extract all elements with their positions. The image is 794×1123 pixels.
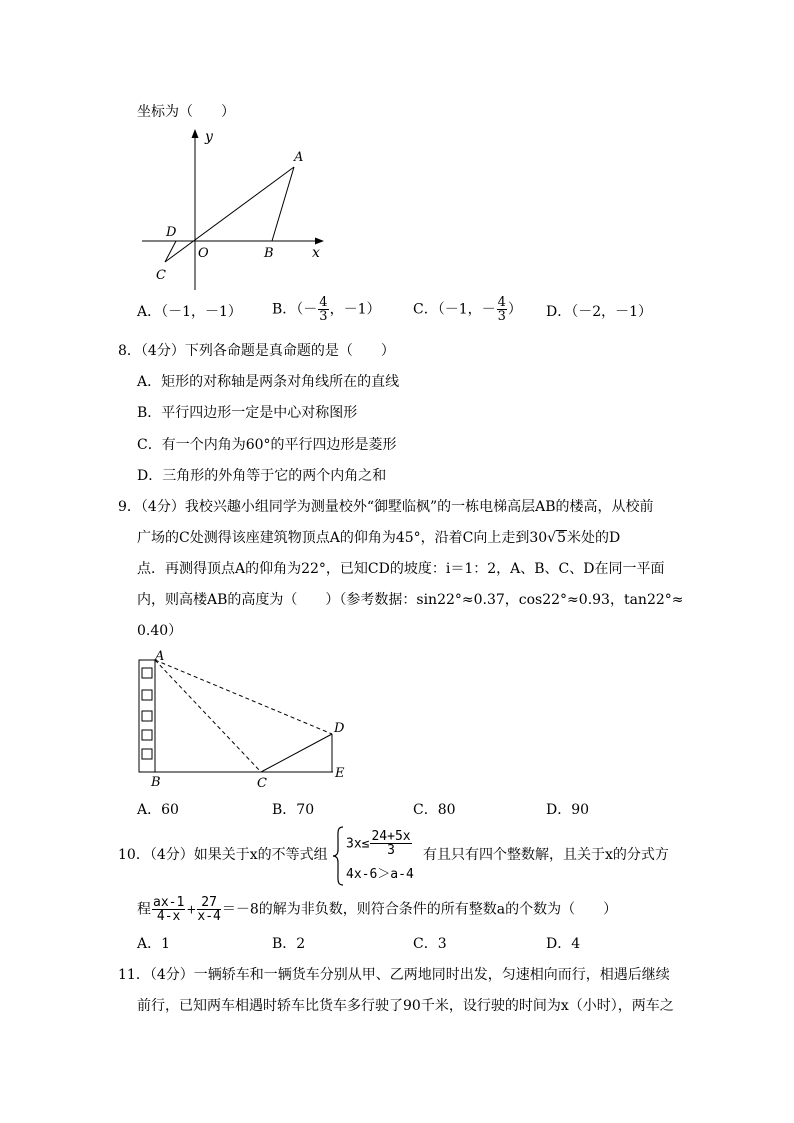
q10-brace-icon <box>332 826 344 886</box>
q10-plus: + <box>186 902 197 917</box>
q10-f2-den: x-4 <box>197 909 221 924</box>
q9-label-C: C <box>257 776 267 790</box>
q7-line-AB <box>272 167 294 241</box>
q7-option-c-den: 3 <box>497 309 506 324</box>
q10-stem-pre: 10．（4分）如果关于x的不等式组 <box>118 847 328 863</box>
q9-line-2 <box>137 529 620 547</box>
q7-option-d: D．（－2，－1） <box>546 304 653 320</box>
q10-line-2-pre: 程 <box>137 901 151 918</box>
q10-fraction-2 <box>197 896 220 923</box>
q10-line-2-post: ＝－8的解为非负数，则符合条件的所有整数a的个数为（ ） <box>221 901 618 918</box>
q7-option-b-num: 4 <box>319 295 328 310</box>
q7-y-arrow <box>192 129 199 138</box>
q10-ineq1-fraction <box>370 830 411 857</box>
q11-line-1: 11．（4分）一辆轿车和一辆货车分别从甲、乙两地同时出发，匀速相向而行，相遇后继续 <box>118 967 670 983</box>
sqrt-icon: √ <box>547 530 557 546</box>
q10-stem-post: 有且只有四个整数解，且关于x的分式方 <box>423 847 669 863</box>
q8-option-b: B．平行四边形一定是中心对称图形 <box>137 405 358 421</box>
q9-line-2-post: 米处的D <box>567 530 621 546</box>
q8-stem: 8．（4分）下列各命题是真命题的是（ ） <box>118 343 395 359</box>
q8-option-c: C．有一个内角为60°的平行四边形是菱形 <box>137 437 397 453</box>
q7-label-O: O <box>198 246 209 261</box>
q10-ineq1-den: 3 <box>387 843 395 858</box>
q7-option-c-pre: C．（－1，－ <box>413 301 496 318</box>
q7-option-b-den: 3 <box>319 309 328 324</box>
q10-option-b: B．2 <box>272 936 306 952</box>
q10-option-c: C．3 <box>413 936 447 952</box>
q10-ineq1-left: 3x≤ <box>346 836 370 852</box>
q9-window-2 <box>142 690 152 700</box>
q7-option-b-fraction <box>318 296 328 323</box>
q10-inequality-2: 4x-6＞a-4 <box>346 867 414 882</box>
q9-option-a: A．60 <box>137 802 179 818</box>
q7-option-b-post: ，－1） <box>329 301 381 318</box>
q7-label-C: C <box>156 268 166 283</box>
q9-label-B: B <box>151 775 161 790</box>
q10-f1-den: 4-x <box>156 909 181 924</box>
q9-label-A: A <box>155 649 165 664</box>
q7-line-DC <box>165 241 176 262</box>
q9-label-D: D <box>334 721 345 736</box>
q9-line-2-radicand: 5 <box>557 530 567 546</box>
q8-option-d: D．三角形的外角等于它的两个内角之和 <box>137 468 387 484</box>
q7-option-c <box>413 296 522 323</box>
q10-line-2 <box>137 896 617 923</box>
q9-line-4: 内，则高楼AB的高度为（ ）（参考数据：sin22°≈0.37，cos22°≈0.93，tan22°≈ <box>137 592 684 608</box>
q9-sight-AC <box>155 660 261 772</box>
q9-building <box>139 660 155 772</box>
q7-coordinate-figure <box>140 125 340 295</box>
q10-inequality-1 <box>346 830 413 857</box>
q9-window-5 <box>142 749 152 759</box>
q9-label-E: E <box>335 766 345 781</box>
q11-line-2: 前行，已知两车相遇时轿车比货车多行驶了90千米，设行驶的时间为x（小时），两车之 <box>137 998 674 1014</box>
q7-option-c-num: 4 <box>497 295 506 310</box>
q10-option-d: D．4 <box>546 936 581 952</box>
q9-option-d: D．90 <box>546 802 590 818</box>
q8-option-a: A．矩形的对称轴是两条对角线所在的直线 <box>137 374 400 390</box>
q9-line-2-pre: 广场的C处测得该座建筑物顶点A的仰角为45°，沿着C向上走到30 <box>137 530 548 546</box>
q9-option-b: B．70 <box>272 802 315 818</box>
q9-window-1 <box>142 668 152 678</box>
q9-window-3 <box>142 711 152 721</box>
q7-label-B: B <box>264 246 274 261</box>
q9-building-figure <box>130 648 350 790</box>
q7-option-a: A．（－1，－1） <box>137 304 242 320</box>
q10-ineq1-num: 24+5x <box>371 829 411 844</box>
q7-label-A: A <box>294 150 304 165</box>
q7-option-c-post: ） <box>507 301 522 318</box>
q10-fraction-1 <box>152 896 185 923</box>
q7-label-D: D <box>166 225 177 240</box>
q7-option-c-fraction <box>497 296 507 323</box>
q7-x-arrow <box>315 238 324 245</box>
q7-tail-text: 坐标为（ ） <box>137 104 235 120</box>
q7-label-x: x <box>312 245 320 261</box>
q9-sight-AD <box>155 660 332 734</box>
q10-f2-num: 27 <box>197 896 220 910</box>
q10-f1-num: ax-1 <box>153 895 185 910</box>
q9-window-4 <box>142 730 152 740</box>
q9-line-1: 9．（4分）我校兴趣小组同学为测量校外“御墅临枫”的一栋电梯高层AB的楼高，从校前 <box>118 499 654 515</box>
q7-option-b-pre: B．（－ <box>272 301 318 318</box>
q9-line-3: 点．再测得顶点A的仰角为22°，已知CD的坡度：i＝1：2，A、B、C、D在同一平面 <box>137 561 665 577</box>
q9-option-c: C．80 <box>413 802 456 818</box>
q9-slope-CD <box>261 734 332 772</box>
q10-option-a: A．1 <box>137 936 171 952</box>
q9-line-5: 0.40） <box>137 623 183 639</box>
q7-line-CA <box>165 167 294 262</box>
q7-label-y: y <box>205 129 213 145</box>
q7-option-b <box>272 296 381 323</box>
